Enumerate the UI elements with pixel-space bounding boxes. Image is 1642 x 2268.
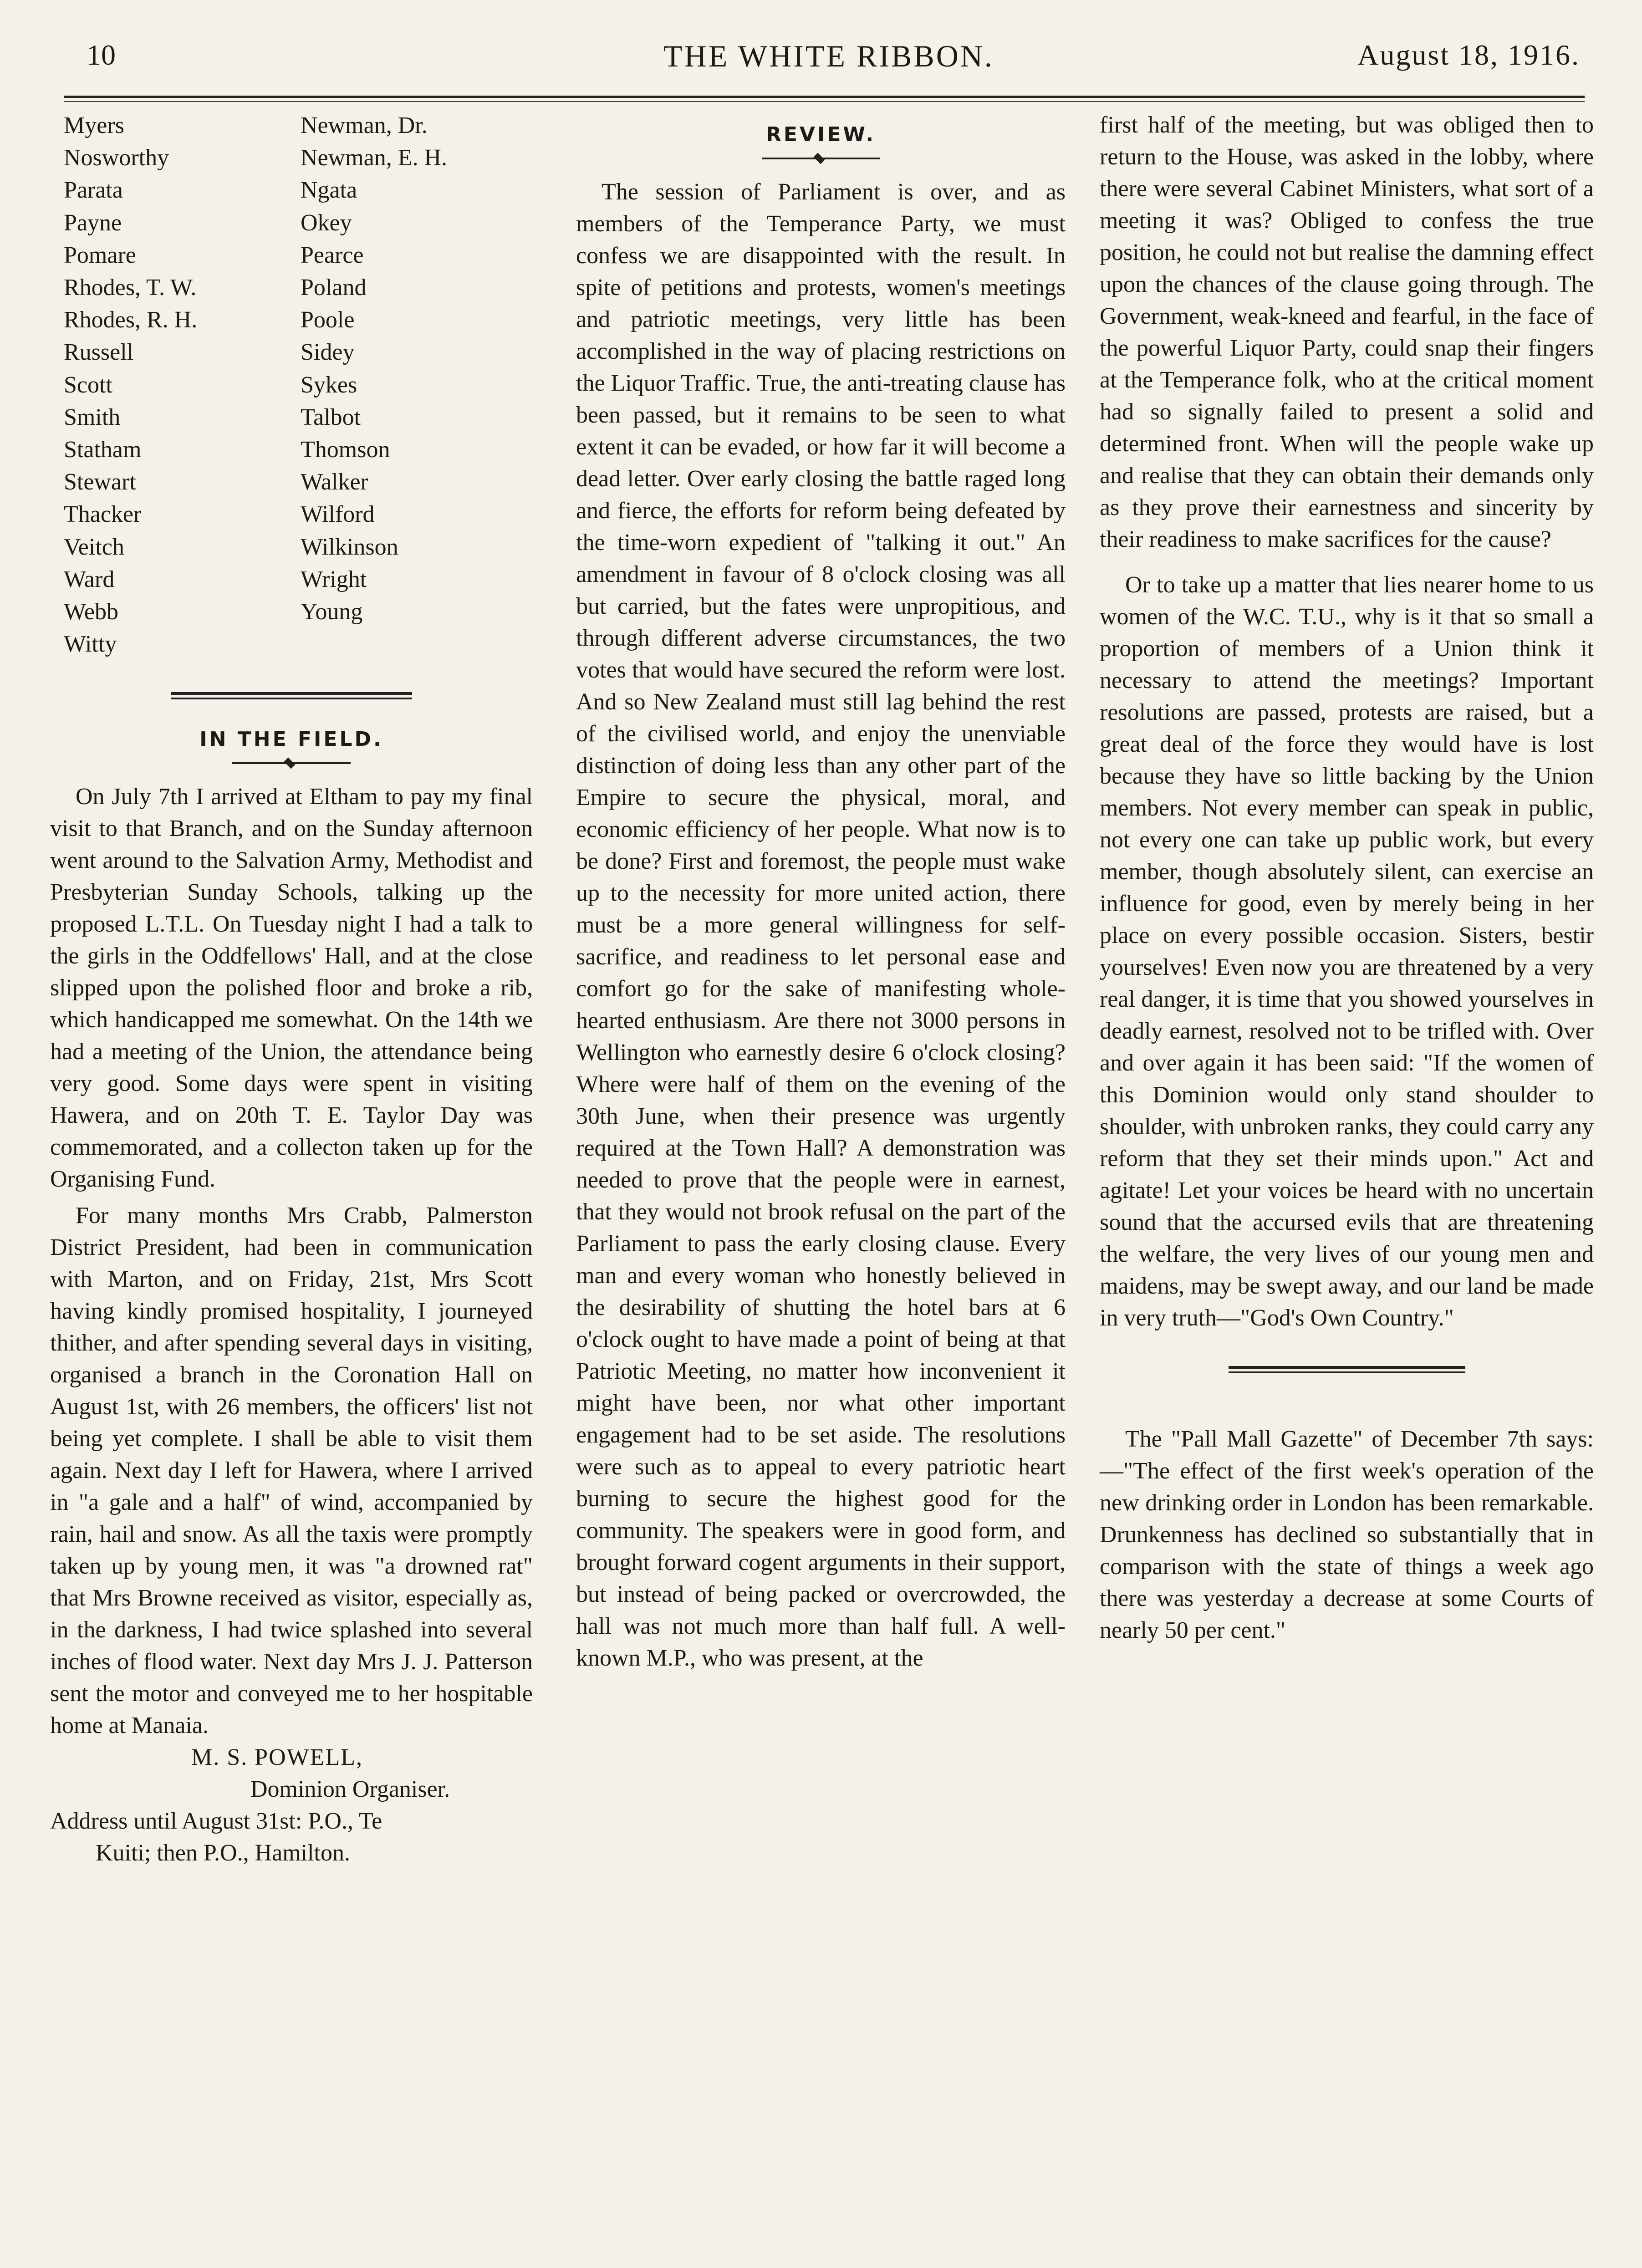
- name-list-item: Statham: [64, 437, 142, 463]
- page-number: 10: [87, 39, 116, 71]
- name-list-column-a: [64, 109, 301, 660]
- name-list-column-b: [301, 109, 447, 660]
- name-list-item: Newman, Dr.: [301, 112, 428, 138]
- name-list-item: Wilford: [301, 501, 375, 528]
- heading-ornament: [762, 153, 880, 163]
- review-continued-paragraph: Or to take up a matter that lies nearer home to us women of the W.C. T.U., why is it that so small a proportion of members of a Union think it necessary to attend the meetings? Important resolutions are passed, protests are raised, but a great deal of the force they would have is lost because they have so little backing by the Union members. Not every member can speak in public, not every one can take up public work, but every member, though absolutely silent, can exercise an influence for good, even by merely being in her place on every possible occasion. Sisters, bestir yourselves! Even now you are threatened by a very real danger, it is time that you showed yourselves in deadly earnest, resolved not to be trifled with. Over and over again it has been said: "If the women of this Dominion would only stand shoulder to shoulder, with unbroken ranks, they could carry any reform that they set their minds upon." Act and agitate! Let your voices be heard with no uncertain sound that the accursed evils that are threatening the welfare, the very lives of our young men and maidens, may be swept away, and our land be made in very truth—"God's Own Country.": [1100, 572, 1594, 1331]
- name-list-item: Pomare: [64, 242, 136, 268]
- review-continued-paragraph: first half of the meeting, but was obliged then to return to the House, was asked in the lobby, where there were several Cabinet Ministers, what sort of a meeting it was? Obliged to confess the true position, he could not but realise the damning effect upon the chances of the clause going through. The Government, weak-kneed and fearful, in the face of the powerful Liquor Party, could snap their fingers at the Temperance folk, who at the critical moment had so signally failed to present a solid and determined front. When will the people wake up and realise that they can obtain their demands only as they prove their earnestness and sincerity by their readiness to make sacrifices for the cause?: [1100, 112, 1594, 552]
- name-list-item: Walker: [301, 469, 368, 495]
- name-list-item: Stewart: [64, 469, 136, 495]
- name-list-item: Pearce: [301, 242, 364, 268]
- name-list-item: Wright: [301, 566, 367, 592]
- page-header: [68, 32, 1589, 82]
- name-list-item: Smith: [64, 404, 121, 430]
- review-paragraph: The session of Parliament is over, and as members of the Temperance Party, we must confess we are disappointed with the result. In spite of petitions and protests, women's meetings and patriotic meetings, very little has been accomplished in the way of placing restrictions on the Liquor Traffic. True, the anti-treating clause has been passed, but it remains to be seen to what extent it can be evaded, or how far it will become a dead letter. Over early closing the battle raged long and fierce, the efforts for reform being defeated by the time-worn expedient of "talking it out." An amendment in favour of 8 o'clock closing was all but carried, but the fates were unpropitious, and through different adverse circumstances, the two votes that would have secured the reform were lost. And so New Zealand must still lag behind the rest of the civilised world, and enjoy the unenviable distinction of doing less than any other part of the Empire to secure the physical, moral, and economic efficiency of her people. What now is to be done? First and foremost, the people must wake up to the necessity for more united action, there must be a more general willingness for self-sacrifice, and readiness to let personal ease and comfort go for the sake of manifesting whole-hearted enthusiasm. Are there not 3000 persons in Wellington who earnestly desire 6 o'clock closing? Where were half of them on the evening of the 30th June, when their presence was urgently required at the Town Hall? A demonstration was needed to prove that the people were in earnest, that they would not brook refusal on the part of the Parliament to pass the early closing clause. Every man and every woman who honestly believed in the desirability of shutting the hotel bars at 6 o'clock ought to have made a point of being at that Patriotic Meeting, no matter how inconvenient it might have been, nor what other important engagement had to be set aside. The resolutions were such as to appeal to every patriotic heart burning to secure the highest good for the community. The speakers were in good form, and brought forward cogent arguments in their support, but instead of being packed or overcrowded, the hall was not much more than half full. A well-known M.P., who was present, at the: [576, 179, 1066, 1671]
- signature-role: Dominion Organiser.: [250, 1776, 450, 1803]
- header-rule-thin: [64, 101, 1585, 102]
- name-list-item: Thomson: [301, 437, 390, 463]
- publication-title: THE WHITE RIBBON.: [663, 39, 994, 73]
- name-list-item: Webb: [64, 599, 118, 625]
- name-list-item: Ngata: [301, 177, 357, 204]
- name-list-item: Sykes: [301, 372, 357, 398]
- in-the-field-paragraph: For many months Mrs Crabb, Palmerston District President, had been in communication with Marton, and on Friday, 21st, Mrs Scott having kindly promised hospitality, I journeyed thither, and after spending several days in visiting, organised a branch in the Coronation Hall on August 1st, with 26 members, the officers' list not being yet complete. I shall be able to visit them again. Next day I left for Hawera, where I arrived in "a gale and a half" of wind, accompanied by rain, hail and snow. As all the taxis were promptly taken up by young men, it was "a drowned rat" that Mrs Browne received as visitor, especially as, in the darkness, I had twice splashed into several inches of flood water. Next day Mrs J. J. Patterson sent the motor and conveyed me to her hospitable home at Manaia.: [50, 1203, 533, 1739]
- column-left: [50, 109, 533, 1869]
- name-list-item: Thacker: [64, 501, 142, 528]
- review-heading: REVIEW.: [765, 123, 876, 146]
- heading-ornament: [232, 758, 351, 767]
- address-line: Kuiti; then P.O., Hamilton.: [96, 1840, 350, 1866]
- name-list-item: Parata: [64, 177, 123, 204]
- name-list-item: Okey: [301, 209, 352, 236]
- name-list-item: Talbot: [301, 404, 361, 430]
- pall-mall-paragraph: The "Pall Mall Gazette" of December 7th says:—"The effect of the first week's operation of the new drinking order in London has been remarkable. Drunkenness has declined so substantially that in comparison with the state of things a week ago there was yesterday a decrease at some Courts of nearly 50 per cent.": [1100, 1426, 1594, 1643]
- address-line: Address until August 31st: P.O., Te: [50, 1808, 382, 1835]
- name-list-item: Witty: [64, 631, 117, 657]
- name-list-item: Wilkinson: [301, 534, 398, 560]
- section-divider: [171, 692, 412, 699]
- column-right: [1100, 109, 1594, 1646]
- name-list-item: Poole: [301, 307, 355, 333]
- name-list-item: Newman, E. H.: [301, 145, 448, 171]
- name-list-item: Nosworthy: [64, 145, 169, 171]
- in-the-field-heading: IN THE FIELD.: [199, 728, 383, 751]
- name-list-item: Rhodes, R. H.: [64, 307, 198, 333]
- name-list: [64, 109, 533, 660]
- name-list-item: Ward: [64, 566, 115, 592]
- in-the-field-paragraph: On July 7th I arrived at Eltham to pay my final visit to that Branch, and on the Sunday afternoon went around to the Salvation Army, Methodist and Presbyterian Sunday Schools, talking up the proposed L.T.L. On Tuesday night I had a talk to the girls in the Oddfellows' Hall, and at the close slipped upon the polished floor and broke a rib, which handicapped me somewhat. On the 14th we had a meeting of the Union, the attendance being very good. Some days were spent in visiting Hawera, and on 20th T. E. Taylor Day was commemorated, and a collecton taken up for the Organising Fund.: [50, 784, 533, 1193]
- name-list-item: Russell: [64, 339, 134, 366]
- issue-date: August 18, 1916.: [1357, 39, 1580, 71]
- name-list-item: Rhodes, T. W.: [64, 275, 197, 301]
- section-divider: [1229, 1366, 1465, 1373]
- column-middle: [576, 109, 1066, 1674]
- name-list-item: Payne: [64, 209, 122, 236]
- name-list-item: Young: [301, 599, 363, 625]
- name-list-item: Sidey: [301, 339, 355, 366]
- name-list-item: Poland: [301, 275, 367, 301]
- header-rule: [64, 96, 1585, 98]
- name-list-item: Scott: [64, 372, 112, 398]
- name-list-item: Myers: [64, 112, 124, 138]
- name-list-item: Veitch: [64, 534, 124, 560]
- signature-name: M. S. POWELL,: [191, 1744, 363, 1771]
